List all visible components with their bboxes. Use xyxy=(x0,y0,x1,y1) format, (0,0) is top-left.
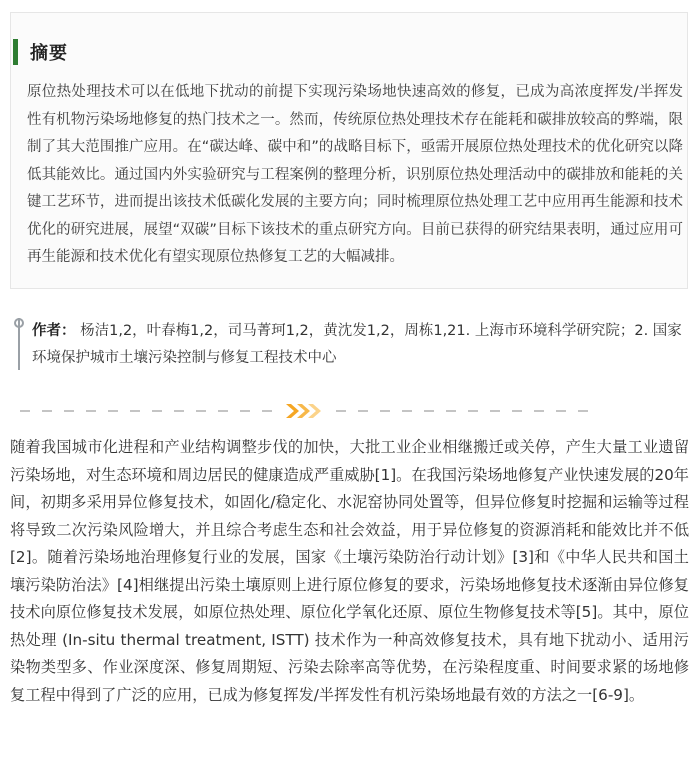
abstract-text: 原位热处理技术可以在低地下扰动的前提下实现污染场地快速高效的修复，已成为高浓度挥发/半挥发性有机物污染场地修复的热门技术之一。然而，传统原位热处理技术存在能耗和碳排放较高的弊端，限制了其大范围推广应用。在“碳达峰、碳中和”的战略目标下，亟需开展原位热处理技术的优化研究以降低其能效比。通过国内外实验研究与工程案例的整理分析，识别原位热处理活动中的碳排放和能耗的关键工艺环节，进而提出该技术低碳化发展的主要方向；同时梳理原位热处理工艺中应用再生能源和技术优化的研究进展，展望“双碳”目标下该技术的重点研究方向。目前已获得的研究结果表明，通过应用可再生能源和技术优化有望实现原位热修复工艺的大幅减排。 xyxy=(27,84,683,265)
abstract-title: 摘要 xyxy=(30,43,68,64)
body-paragraph: 随着我国城市化进程和产业结构调整步伐的加快，大批工业企业相继搬迁或关停，产生大量工业遗留污染场地，对生态环境和周边居民的健康造成严重威胁[1]。在我国污染场地修复产业快速发展的20年间，初期多采用异位修复技术，如固化/稳定化、水泥窑协同处置等，但异位修复时挖掘和运输等过程将导致二次污染风险增大，并且综合考虑生态和社会效益，用于异位修复的资源消耗和能效比并不低[2]。随着污染场地治理修复行业的发展，国家《土壤污染防治行动计划》[3]和《中华人民共和国土壤污染防治法》[4]相继提出污染土壤原则上进行原位修复的要求，污染场地修复技术逐渐由异位修复技术向原位修复技术发展，如原位热处理、原位化学氧化还原、原位生物修复技术等[5]。其中，原位热处理 (In-situ thermal treatment, ISTT) 技术作为一种高效修复技术，具有地下扰动小、适用污染物类型多、作业深度深、修复周期短、污染去除率高等优势，在污染程度重、时间要求紧的场地修复工程中得到了广泛的应用，已成为修复挥发/半挥发性有机污染场地最有效的方法之一[6-9]。 xyxy=(10,438,689,704)
authors-label: 作者： xyxy=(32,323,76,339)
abstract-accent-bar xyxy=(13,39,18,65)
section-divider xyxy=(18,402,608,420)
authors-text: 杨洁1,2，叶春梅1,2，司马菁珂1,2，黄沈发1,2，周栋1,21. 上海市环境科学研究院；2. 国家环境保护城市土壤污染控制与修复工程技术中心 xyxy=(32,323,682,366)
authors-block xyxy=(18,318,688,370)
double-chevron-icon xyxy=(286,404,321,418)
abstract-box xyxy=(10,12,688,289)
abstract-header xyxy=(11,37,68,67)
